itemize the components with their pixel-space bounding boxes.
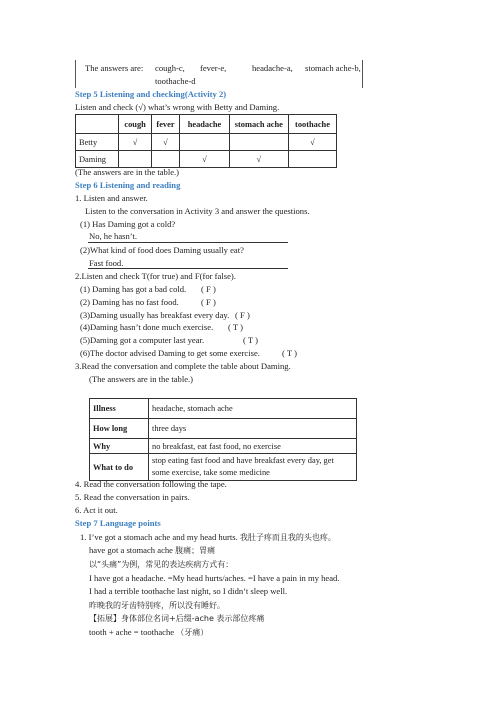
- table-key-cell: What to do: [90, 454, 149, 481]
- step7-phrase-cn: 腹痛；胃痛: [175, 546, 216, 555]
- step7-formula-cn: （牙痛）: [176, 628, 209, 637]
- answer-headache: headache-a,: [252, 63, 293, 73]
- step7-sentence-cn: 我肚子疼而且我的头也疼。: [239, 533, 336, 542]
- table-row: [90, 439, 357, 454]
- step6-line-3: 2.Listen and check T(for true) and F(for false).: [75, 271, 236, 281]
- table-value-line: some exercise, take some medicine: [152, 468, 270, 477]
- tf-statement: (5)Daming got a computer last year.: [80, 335, 205, 345]
- table-row: [90, 419, 357, 439]
- tf-statement: (1) Daming has got a bad cold.: [80, 284, 187, 294]
- step7-line-8: [89, 627, 208, 638]
- table-header-cell: fever: [151, 115, 179, 134]
- answer-cough: cough-c,: [155, 63, 185, 73]
- step7-formula: tooth + ache = toothache: [89, 627, 175, 637]
- step7-sentence: 1. I’ve got a stomach ache and my head hurts.: [80, 532, 238, 542]
- step7-line-4: I have got a headache. =My head hurts/aches. =I have a pain in my head.: [89, 573, 340, 583]
- step5-check-table: [75, 114, 337, 168]
- table-row: [90, 454, 357, 481]
- step6-line-7: 5. Read the conversation in pairs.: [75, 492, 190, 502]
- answers-prefix: The answers are:: [85, 63, 144, 73]
- table-cell: [180, 134, 230, 151]
- step7-phrase: have got a stomach ache: [89, 545, 173, 555]
- table-cell: [229, 134, 288, 151]
- step6-answer-2: Fast food.: [89, 258, 124, 268]
- step6-line-5: (The answers are in the table.): [89, 374, 194, 384]
- step7-line-7: 【拓展】身体部位名词+后缀-ache 表示部位疼痛: [89, 614, 265, 623]
- tf-answer: ( F ): [235, 310, 250, 320]
- step7-line-3: 以“头痛”为例，常见的表达疾病方式有：: [89, 560, 234, 569]
- step6-line-8: 6. Act it out.: [75, 505, 118, 515]
- table-row: [76, 134, 337, 151]
- step5-title: Step 5 Listening and checking(Activity 2): [75, 89, 227, 99]
- table-header-cell: stomach ache: [229, 115, 288, 134]
- table-value-cell: headache, stomach ache: [149, 399, 357, 419]
- tf-answer: ( F ): [201, 284, 216, 294]
- step6-line-4: 3.Read the conversation and complete the table about Daming.: [75, 361, 291, 371]
- table-key-cell: How long: [90, 419, 149, 439]
- table-value-line: stop eating fast food and have breakfast every day, get: [152, 456, 334, 465]
- step6-question-1: (1) Has Daming got a cold?: [80, 219, 176, 229]
- tf-answer: ( T ): [228, 322, 243, 332]
- table-value-cell: no breakfast, eat fast food, no exercise: [149, 439, 357, 454]
- answer-underline: [88, 242, 288, 243]
- step6-line-2: Listen to the conversation in Activity 3 and answer the questions.: [85, 206, 310, 216]
- table-cell: Betty: [76, 134, 119, 151]
- table-cell: √: [288, 134, 336, 151]
- table-value-cell: three days: [149, 419, 357, 439]
- answer-toothache: toothache-d: [155, 76, 196, 86]
- frame-right-line: [362, 60, 363, 88]
- table-row: [90, 399, 357, 419]
- step5-note: (The answers are in the table.): [75, 167, 180, 177]
- table-cell: √: [119, 134, 151, 151]
- step7-line-2: [89, 545, 215, 556]
- step6-answer-1: No, he hasn’t.: [89, 231, 138, 241]
- table-header-cell: headache: [180, 115, 230, 134]
- table-header-cell: toothache: [288, 115, 336, 134]
- step7-line-6: 昨晚我的牙齿特别疼，所以没有睡好。: [89, 601, 225, 610]
- step6-title: Step 6 Listening and reading: [75, 180, 181, 190]
- step6-line-6: 4. Read the conversation following the tape.: [75, 479, 227, 489]
- table-header-cell: cough: [119, 115, 151, 134]
- table-header-cell: [76, 115, 119, 134]
- tf-statement: (4)Daming hasn’t done much exercise.: [80, 322, 214, 332]
- step7-line-1: [80, 532, 336, 543]
- tf-answer: ( T ): [243, 335, 258, 345]
- step5-instruction: Listen and check (√) what’s wrong with Betty and Daming.: [75, 102, 280, 112]
- table-key-cell: Why: [90, 439, 149, 454]
- answer-fever: fever-e,: [200, 63, 227, 73]
- daming-info-table: [89, 398, 357, 481]
- table-key-cell: Illness: [90, 399, 149, 419]
- step6-line-1: 1. Listen and answer.: [75, 193, 148, 203]
- answer-stomach-ache: stomach ache-b,: [305, 63, 361, 73]
- tf-statement: (2) Daming has no fast food.: [80, 297, 179, 307]
- step7-title: Step 7 Language points: [75, 518, 161, 528]
- table-cell: √: [180, 151, 230, 168]
- table-cell: √: [229, 151, 288, 168]
- tf-statement: (6)The doctor advised Daming to get some exercise.: [80, 348, 260, 358]
- table-row: [76, 151, 337, 168]
- answer-underline: [88, 268, 288, 269]
- tf-statement: (3)Daming usually has breakfast every day.: [80, 310, 230, 320]
- table-cell: [288, 151, 336, 168]
- tf-answer: ( F ): [201, 297, 216, 307]
- step7-line-5: I had a terrible toothache last night, so I didn’t sleep well.: [89, 586, 288, 596]
- frame-left-line: [75, 60, 76, 88]
- table-cell: √: [151, 134, 179, 151]
- step6-question-2: (2)What kind of food does Daming usually eat?: [80, 245, 244, 255]
- table-cell: [119, 151, 151, 168]
- tf-answer: ( T ): [282, 348, 297, 358]
- table-value-cell: [149, 454, 357, 481]
- table-cell: [151, 151, 179, 168]
- table-header-row: [76, 115, 337, 134]
- table-cell: Daming: [76, 151, 119, 168]
